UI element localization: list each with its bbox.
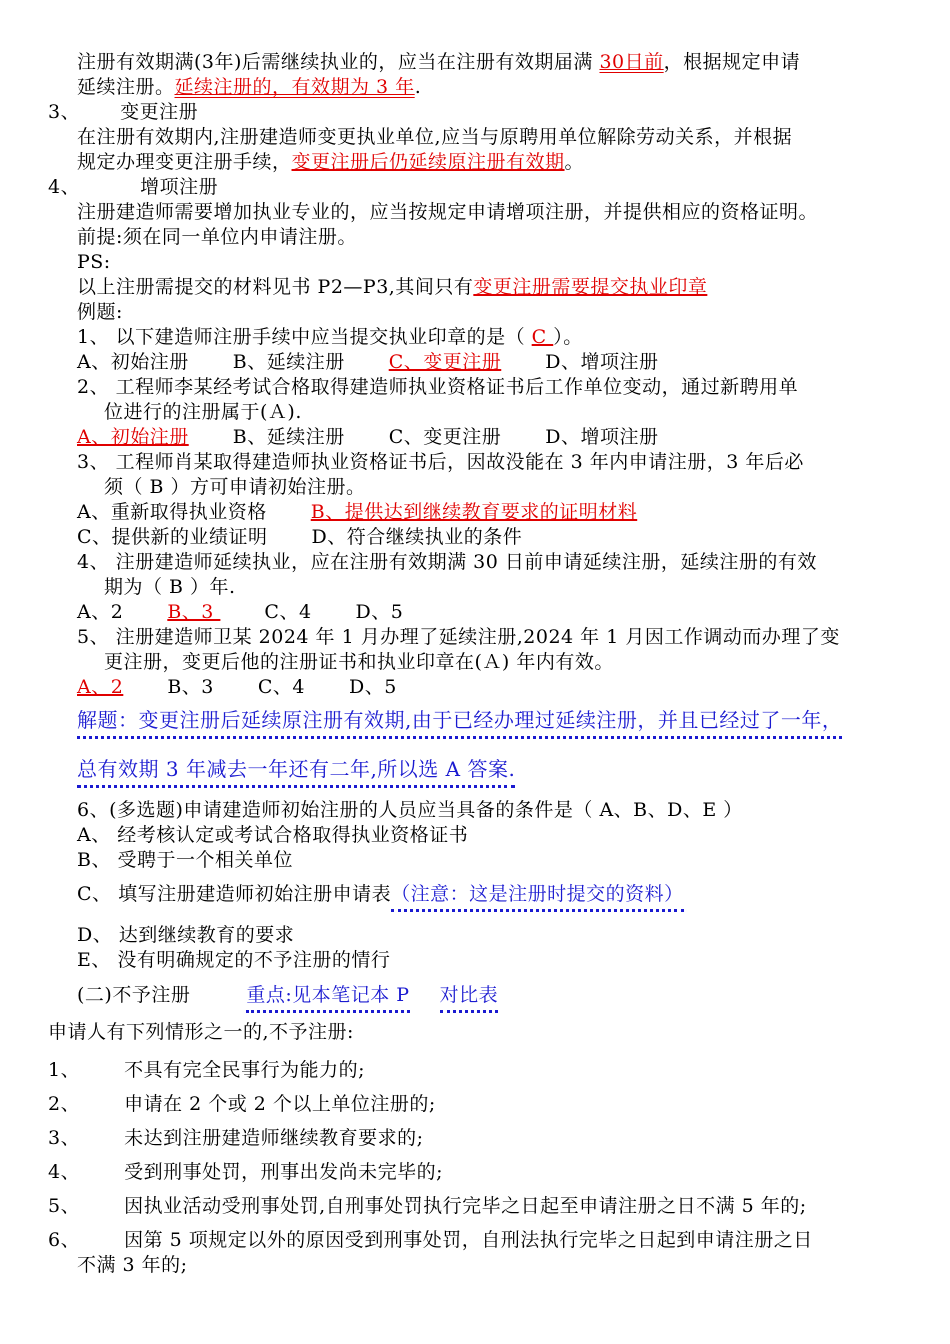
para-renewal-line2 (77, 75, 421, 99)
text: 1、 以下建造师注册手续中应当提交执业印章的是（ (77, 326, 532, 348)
question-5-stem-line2: 更注册，变更后他的注册证书和执业印章在(Ａ) 年内有效。 (104, 651, 614, 673)
question-6-option-d: D、 达到继续教育的要求 (77, 924, 295, 946)
refusal-item-6-continued: 不满 3 年的; (77, 1254, 188, 1276)
examples-label: 例题: (77, 301, 123, 323)
text: 延续注册。 (77, 76, 175, 98)
question-3-options-row1 (77, 500, 637, 524)
question-5-options (77, 675, 397, 699)
item-text: 未达到注册建造师继续教育要求的; (124, 1127, 424, 1149)
option-c: C、4 (264, 601, 312, 623)
option-c: C、提供新的业绩证明 (77, 526, 268, 548)
option-c-correct: C、变更注册 (388, 351, 502, 373)
item-text: 因第 5 项规定以外的原因受到刑事处罚，自刑法执行完毕之日起到申请注册之日 (124, 1229, 813, 1251)
text: 注册有效期满(3年)后需继续执业的，应当在注册有效期届满 (77, 51, 600, 73)
option-a: A、初始注册 (77, 351, 189, 373)
option-d: D、5 (355, 601, 404, 623)
refusal-item-6 (48, 1228, 813, 1252)
option-b: B、延续注册 (232, 351, 345, 373)
ps-note (77, 275, 707, 299)
refusal-item-4 (48, 1160, 443, 1184)
section-refusal-heading (77, 983, 498, 1007)
heading-number: 4、 (48, 176, 81, 198)
explanation-line2 (77, 757, 515, 781)
question-3-options-row2 (77, 525, 522, 549)
question-6-option-b: B、 受聘于一个相关单位 (77, 849, 294, 871)
highlight-seal-required: 变更注册需要提交执业印章 (473, 276, 708, 298)
question-2-stem-line2: 位进行的注册属于(Ａ). (104, 401, 302, 423)
heading-title: 变更注册 (120, 101, 199, 123)
para-change-line2 (77, 150, 584, 174)
question-6-option-c (77, 882, 684, 906)
item-number: 6、 (48, 1229, 81, 1251)
question-4-stem-line2: 期为（ B ）年. (104, 576, 236, 598)
item-text: 因执业活动受刑事处罚,自刑事处罚执行完毕之日起至申请注册之日不满 5 年的; (124, 1195, 807, 1217)
text: . (414, 76, 422, 98)
highlight-30-days: 30日前 (599, 51, 664, 73)
text: 解题：变更注册后延续原注册有效期,由于已经办理过延续注册，并且已经过了一年， (77, 708, 842, 739)
heading-number: 3、 (48, 101, 81, 123)
option-a-correct: A、2 (77, 676, 124, 698)
heading-title: 增项注册 (140, 176, 219, 198)
question-1-options (77, 350, 658, 374)
text: 规定办理变更注册手续， (77, 151, 292, 173)
text: 总有效期 3 年减去一年还有二年,所以选 A 答案. (77, 757, 515, 788)
section-title: (二)不予注册 (77, 984, 191, 1006)
question-5-stem-line1: 5、 注册建造师卫某 2024 年 1 月办理了延续注册,2024 年 1 月因工作调动而办理了变 (77, 626, 840, 648)
para-additional-line1: 注册建造师需要增加执业专业的，应当按规定申请增项注册，并提供相应的资格证明。 (77, 201, 819, 223)
para-change-line1: 在注册有效期内,注册建造师变更执业单位,应当与原聘用单位解除劳动关系，并根据 (77, 126, 793, 148)
text: C、 填写注册建造师初始注册申请表 (77, 883, 392, 905)
heading-change-registration (48, 100, 198, 124)
question-4-stem-line1: 4、 注册建造师延续执业，应在注册有效期满 30 日前申请延续注册，延续注册的有效 (77, 551, 817, 573)
refusal-item-3 (48, 1126, 424, 1150)
option-d: D、增项注册 (545, 351, 659, 373)
text: ）。 (553, 326, 583, 348)
section-note: 重点:见本笔记本 P (246, 984, 409, 1013)
question-2-stem-line1: 2、 工程师李某经考试合格取得建造师执业资格证书后工作单位变动，通过新聘用单 (77, 376, 799, 398)
item-text: 不具有完全民事行为能力的; (124, 1059, 365, 1081)
refusal-item-1 (48, 1058, 365, 1082)
refusal-item-2 (48, 1092, 436, 1116)
explanation-line1 (77, 708, 842, 732)
refusal-intro: 申请人有下列情形之一的,不予注册: (48, 1021, 354, 1043)
question-3-stem-line2: 须（ B ）方可申请初始注册。 (104, 476, 366, 498)
question-2-options (77, 425, 658, 449)
para-additional-premise: 前提:须在同一单位内申请注册。 (77, 226, 357, 248)
item-number: 5、 (48, 1195, 81, 1217)
text: ，根据规定申请 (663, 51, 801, 73)
question-6-note: （注意：这是注册时提交的资料） (391, 883, 684, 912)
item-text: 受到刑事处罚，刑事出发尚未完毕的; (124, 1161, 443, 1183)
question-3-stem-line1: 3、 工程师肖某取得建造师执业资格证书后，因故没能在 3 年内申请注册，3 年后必 (77, 451, 804, 473)
item-number: 1、 (48, 1059, 81, 1081)
option-d: D、符合继续执业的条件 (311, 526, 523, 548)
refusal-item-5 (48, 1194, 807, 1218)
item-number: 3、 (48, 1127, 81, 1149)
section-note-table: 对比表 (440, 984, 499, 1013)
option-c: C、变更注册 (388, 426, 502, 448)
item-text: 申请在 2 个或 2 个以上单位注册的; (124, 1093, 436, 1115)
para-renewal-line1 (77, 50, 800, 74)
question-1-answer: C (531, 326, 554, 348)
text: 。 (564, 151, 585, 173)
option-b: B、延续注册 (232, 426, 345, 448)
option-d: D、5 (349, 676, 397, 698)
option-d: D、增项注册 (545, 426, 659, 448)
option-a: A、重新取得执业资格 (77, 501, 267, 523)
option-a-correct: A、初始注册 (77, 426, 189, 448)
heading-additional-registration (48, 175, 218, 199)
question-6-option-e: E、 没有明确规定的不予注册的情行 (77, 949, 391, 971)
question-6-option-a: A、 经考核认定或考试合格取得执业资格证书 (77, 824, 469, 846)
text: 以上注册需提交的材料见书 P2—P3,其间只有 (77, 276, 474, 298)
item-number: 2、 (48, 1093, 81, 1115)
option-b-correct: B、3 (167, 601, 221, 623)
ps-label: PS: (77, 251, 111, 273)
question-6-stem: 6、(多选题)申请建造师初始注册的人员应当具备的条件是（ A、B、D、E ） (77, 799, 743, 821)
question-4-options (77, 600, 403, 624)
highlight-renewal-validity: 延续注册的，有效期为 3 年 (174, 76, 415, 98)
option-a: A、2 (77, 601, 124, 623)
option-b-correct: B、提供达到继续教育要求的证明材料 (310, 501, 638, 523)
highlight-change-validity: 变更注册后仍延续原注册有效期 (291, 151, 565, 173)
item-number: 4、 (48, 1161, 81, 1183)
option-c: C、4 (257, 676, 306, 698)
option-b: B、3 (167, 676, 214, 698)
question-1-stem (77, 325, 583, 349)
